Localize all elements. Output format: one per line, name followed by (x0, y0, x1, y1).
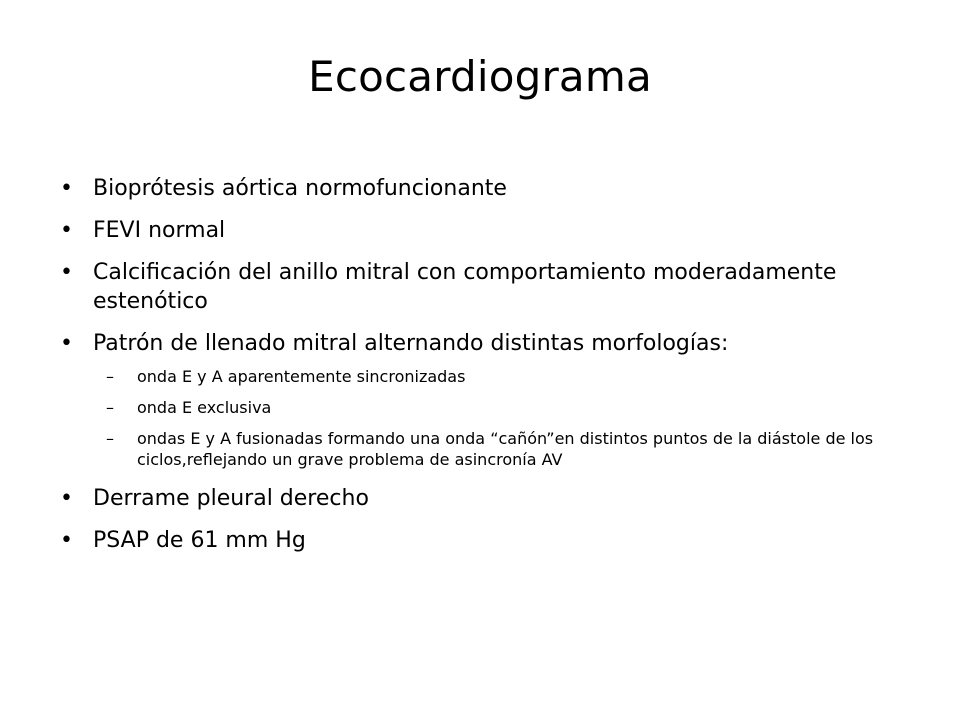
sub-bullet-text: ondas E y A fusionadas formando una onda “cañón”en distintos puntos de la diástole de los ciclos,reflejando un grave problema de asincronía AV (137, 429, 874, 469)
sub-bullet-text: onda E y A aparentemente sincronizadas (137, 367, 466, 386)
bullet-item (60, 258, 880, 316)
sub-bullet-marker: – (106, 429, 114, 448)
bullet-marker: • (60, 331, 73, 356)
sub-bullet-marker: – (106, 398, 114, 417)
sub-bullet-list (60, 366, 880, 470)
bullet-text: Calcificación del anillo mitral con comportamiento moderadamente estenótico (93, 260, 837, 314)
bullet-text: Derrame pleural derecho (93, 486, 369, 511)
sub-bullet-item (60, 428, 880, 470)
bullet-item (60, 329, 880, 358)
bullet-item (60, 216, 880, 245)
slide-title: Ecocardiograma (308, 52, 652, 101)
bullet-text: PSAP de 61 mm Hg (93, 528, 306, 553)
sub-bullet-item (60, 366, 880, 387)
bullet-marker: • (60, 486, 73, 511)
sub-bullet-text: onda E exclusiva (137, 398, 272, 417)
bullet-item (60, 526, 880, 555)
bullet-marker: • (60, 528, 73, 553)
bullet-item (60, 174, 880, 203)
bullet-marker: • (60, 218, 73, 243)
bullet-marker: • (60, 260, 73, 285)
bullet-marker: • (60, 176, 73, 201)
sub-bullet-marker: – (106, 367, 114, 386)
bullet-text: Patrón de llenado mitral alternando distintas morfologías: (93, 331, 729, 356)
bullet-text: Bioprótesis aórtica normofuncionante (93, 176, 507, 201)
slide-content (60, 174, 880, 568)
bullet-item (60, 484, 880, 513)
bullet-text: FEVI normal (93, 218, 226, 243)
sub-bullet-item (60, 397, 880, 418)
